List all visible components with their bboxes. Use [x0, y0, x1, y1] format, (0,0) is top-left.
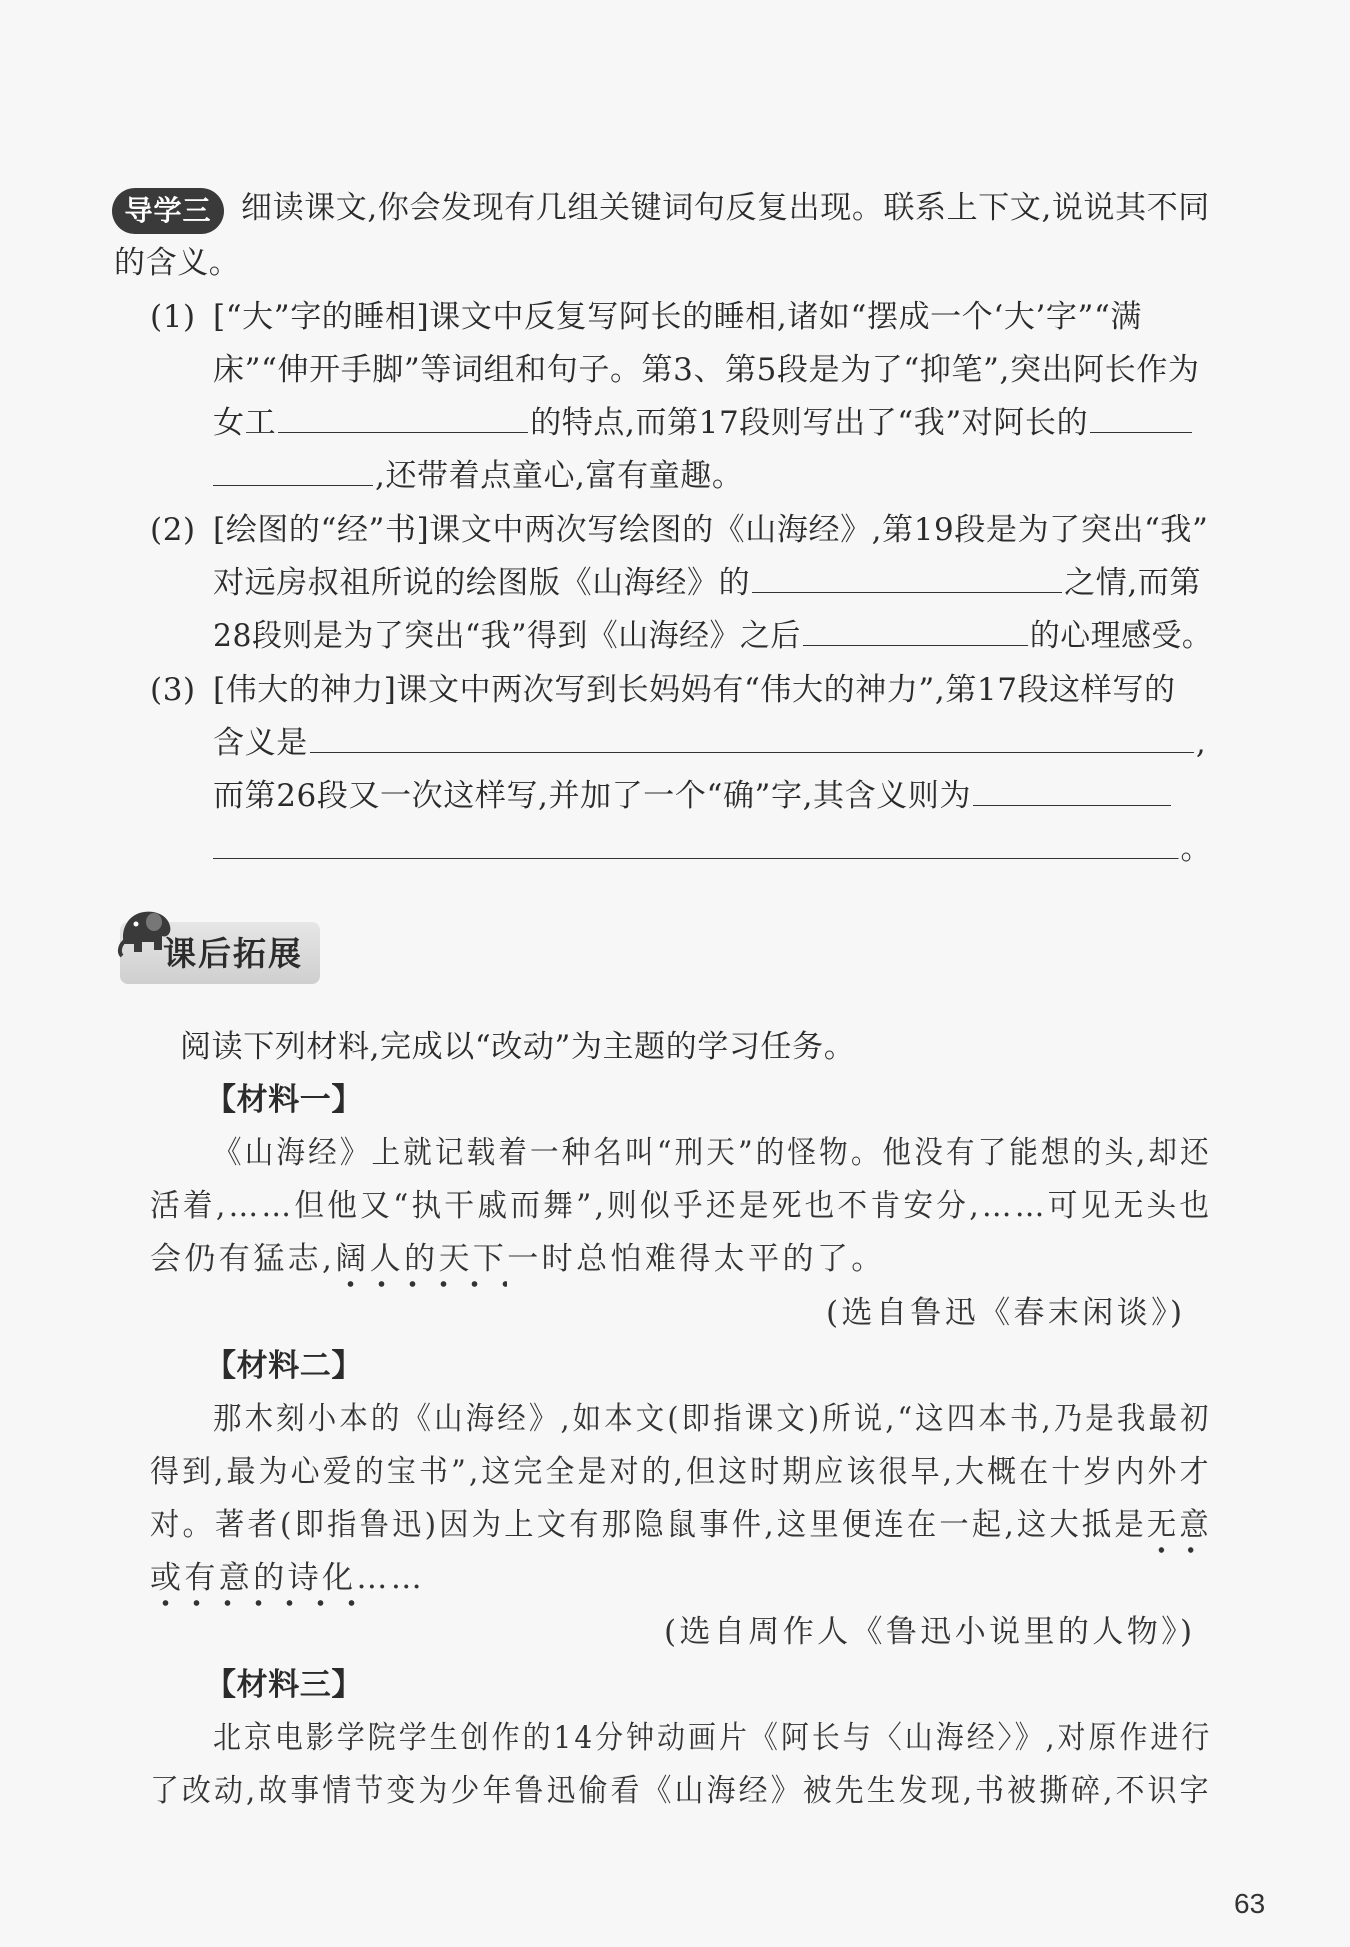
- material3-label: 【材料三】: [205, 1667, 363, 1703]
- emphasized-text: 阔人的天下: [335, 1241, 507, 1289]
- answer-blank[interactable]: [213, 830, 1178, 859]
- q3-line4-text: 。: [1180, 831, 1212, 867]
- material2-line3: [150, 1505, 1212, 1545]
- material1-line3: [150, 1239, 886, 1279]
- q2-line2-text-b: 之情,而第: [1064, 565, 1202, 601]
- material2-label: 【材料二】: [205, 1348, 363, 1384]
- answer-blank[interactable]: [973, 777, 1171, 806]
- q3-line4: [213, 829, 1212, 869]
- answer-blank[interactable]: [752, 564, 1062, 593]
- answer-blank[interactable]: [803, 617, 1028, 646]
- q2-line1: [绘图的“经”书]课文中两次写绘图的《山海经》,第19段是为了突出“我”: [213, 512, 1209, 548]
- page-number: 63: [1234, 1888, 1266, 1919]
- section-title: 课后拓展: [163, 934, 303, 973]
- q1-line4-text: ,还带着点童心,富有童趣。: [375, 458, 744, 494]
- q2-line3-text-a: 28段则是为了突出“我”得到《山海经》之后: [213, 618, 801, 654]
- material2-line4: [150, 1558, 425, 1598]
- q1-line2: 床”“伸开手脚”等词组和句子。第3、第5段是为了“抑笔”,突出阿长作为: [213, 352, 1200, 388]
- q1-line4: [213, 456, 744, 496]
- material2-line1: 那木刻小本的《山海经》,如本文(即指课文)所说,“这四本书,乃是我最初: [213, 1401, 1212, 1437]
- material2-source: (选自周作人《鲁迅小说里的人物》): [664, 1614, 1196, 1650]
- q1-line3: [213, 403, 1194, 443]
- q3-number: (3): [150, 672, 196, 708]
- guide3-intro-line2: 的含义。: [114, 245, 241, 281]
- q3-line2-text-b: ,: [1195, 725, 1207, 761]
- q3-line3: [213, 776, 1173, 816]
- q3-line3-text: 而第26段又一次这样写,并加了一个“确”字,其含义则为: [213, 778, 972, 814]
- q1-line3-text-b: 的特点,而第17段则写出了“我”对阿长的: [530, 405, 1089, 441]
- answer-blank[interactable]: [310, 724, 1194, 753]
- material2-line3-text: 对。著者(即指鲁迅)因为上文有那隐鼠事件,这里便连在一起,这大抵是: [150, 1507, 1147, 1543]
- q2-line3: [213, 616, 1212, 656]
- material2-line4-text: ……: [356, 1560, 426, 1596]
- material2-line2: 得到,最为心爱的宝书”,这完全是对的,但这时期应该很早,大概在十岁内外才: [150, 1454, 1212, 1490]
- emphasized-text: 或有意的诗化: [150, 1560, 356, 1608]
- q3-line2: [213, 723, 1206, 763]
- material1-line3-text-b: 一时总怕难得太平的了。: [507, 1241, 886, 1277]
- answer-blank[interactable]: [278, 404, 528, 433]
- q2-line2-text-a: 对远房叔祖所说的绘图版《山海经》的: [213, 565, 751, 601]
- material1-source: (选自鲁迅《春末闲谈》): [826, 1295, 1186, 1331]
- q1-line3-text-a: 女工: [213, 405, 277, 441]
- guide3-intro-line1: 细读课文,你会发现有几组关键词句反复出现。联系上下文,说说其不同: [241, 190, 1210, 226]
- material1-line1: 《山海经》上就记载着一种名叫“刑天”的怪物。他没有了能想的头,却还: [213, 1135, 1212, 1171]
- q2-line3-text-b: 的心理感受。: [1029, 618, 1213, 654]
- emphasized-text: 无意: [1147, 1507, 1212, 1555]
- material3-line2: 了改动,故事情节变为少年鲁迅偷看《山海经》被先生发现,书被撕碎,不识字: [150, 1773, 1212, 1809]
- q2-number: (2): [150, 512, 196, 548]
- q3-line2-text-a: 含义是: [213, 725, 308, 761]
- extension-task: 阅读下列材料,完成以“改动”为主题的学习任务。: [180, 1029, 856, 1065]
- material1-label: 【材料一】: [205, 1082, 363, 1118]
- q1-line1: [“大”字的睡相]课文中反复写阿长的睡相,诸如“摆成一个‘大’字”“满: [213, 299, 1142, 335]
- q3-line1: [伟大的神力]课文中两次写到长妈妈有“伟大的神力”,第17段这样写的: [213, 672, 1176, 708]
- material1-line3-text-a: 会仍有猛志,: [150, 1241, 336, 1277]
- material1-line2: 活着,……但他又“执干戚而舞”,则似乎还是死也不肯安分,……可见无头也: [150, 1188, 1213, 1224]
- material3-line1: 北京电影学院学生创作的14分钟动画片《阿长与〈山海经〉》,对原作进行: [213, 1720, 1213, 1756]
- guide3-badge: 导学三: [112, 188, 224, 234]
- q1-number: (1): [150, 299, 196, 335]
- answer-blank[interactable]: [1090, 404, 1192, 433]
- q2-line2: [213, 563, 1201, 603]
- answer-blank[interactable]: [213, 457, 373, 486]
